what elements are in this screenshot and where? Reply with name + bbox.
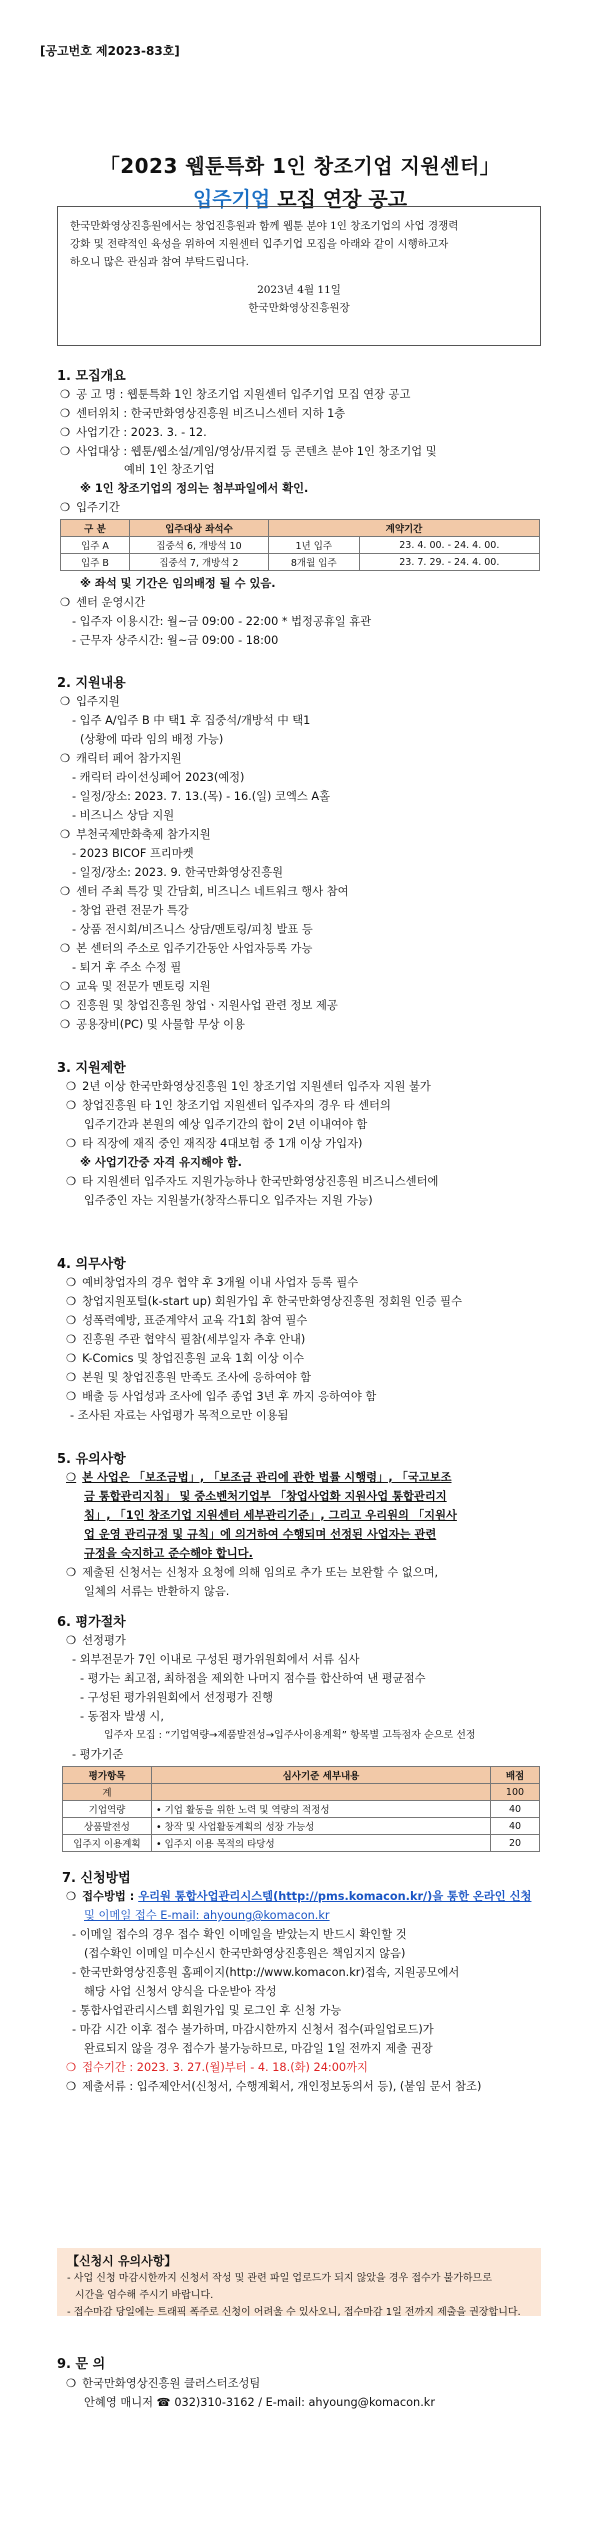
- criteria-th-item: 평가항목: [63, 1767, 152, 1784]
- s4-item: ❍ K-Comics 및 창업진흥원 교육 1회 이상 이수: [66, 1351, 304, 1367]
- table-row: [63, 1835, 540, 1852]
- criteria-cell: 입주지 이용계획: [63, 1835, 152, 1852]
- s3-item: ❍ 타 직장에 재직 중인 재직장 4대보험 중 1개 이상 가입자): [66, 1136, 362, 1152]
- table-row: [61, 554, 540, 571]
- s3-item: ❍ 타 지원센터 입주자도 지원가능하나 한국만화영상진흥원 비즈니스센터에: [66, 1174, 438, 1190]
- warning-box: [57, 2248, 541, 2316]
- section2-heading: 2. 지원내용: [57, 676, 126, 691]
- s1-note1: ※ 1인 창조기업의 정의는 첨부파일에서 확인.: [80, 482, 309, 495]
- s1-line4: ❍ 사업대상 : 웹툰/웹소설/게임/영상/뮤지컬 등 콘텐츠 분야 1인 창조기업 및: [60, 444, 437, 460]
- s1-line5: ❍ 입주기간: [60, 500, 120, 516]
- table-row: [61, 537, 540, 554]
- criteria-cell: 계: [63, 1784, 152, 1801]
- title-accent: 입주기업: [192, 187, 271, 211]
- notice-title: [0, 150, 600, 212]
- s7-line9: 완료되지 않을 경우 접수가 불가능하므로, 마감일 1일 전까지 제출 권장: [84, 2042, 433, 2055]
- s2-item: - 입주 A/입주 B 中 택1 후 집중석/개방석 中 택1: [72, 714, 311, 727]
- s2-item: - 상품 전시회/비즈니스 상담/멘토링/피칭 발표 등: [72, 923, 313, 936]
- period-cell: 8개월 입주: [269, 554, 360, 571]
- table-row: [63, 1784, 540, 1801]
- period-cell: 23. 4. 00. - 24. 4. 00.: [359, 537, 539, 554]
- period-cell: 입주 B: [61, 554, 130, 571]
- s5-line2: 금 통합관리지침」 및 중소벤처기업부 「창업사업화 지원사업 통합관리지: [84, 1490, 447, 1503]
- s7-documents: ❍ 제출서류 : 입주제안서(신청서, 수행계획서, 개인정보동의서 등), (붙임 문서 참조): [66, 2079, 481, 2095]
- criteria-th-score: 배점: [491, 1767, 540, 1784]
- s2-item: ❍ 교육 및 전문가 멘토링 지원: [60, 979, 211, 995]
- intro-para1: 한국만화영상진흥원에서는 창업진흥원과 함께 웹툰 분야 1인 창조기업의 사업 경쟁력: [70, 220, 459, 232]
- s5-line3: 침」, 「1인 창조기업 지원센터 세부관리기준」, 그리고 우리원의 「지원사: [84, 1509, 457, 1522]
- section1-heading: 1. 모집개요: [57, 369, 126, 384]
- intro-date: 2023년 4월 11일: [257, 284, 341, 296]
- s2-item: (상황에 따라 임의 배정 가능): [80, 733, 224, 746]
- s6-line3: - 평가는 최고점, 최하점을 제외한 나머지 점수를 합산하여 낸 평균점수: [80, 1672, 426, 1685]
- section6-heading: 6. 평가절차: [57, 1615, 126, 1630]
- title-rest: 모집 연장 공고: [270, 187, 408, 211]
- s4-item: ❍ 본원 및 창업진흥원 만족도 조사에 응하여야 함: [66, 1370, 311, 1386]
- section9-heading: 9. 문 의: [57, 2357, 106, 2372]
- s9-line1: ❍ 한국만화영상진흥원 클러스터조성팀: [66, 2376, 260, 2392]
- section4-heading: 4. 의무사항: [57, 1257, 126, 1272]
- criteria-cell: • 입주지 이용 목적의 타당성: [152, 1835, 491, 1852]
- section7-heading: 7. 신청방법: [62, 1871, 131, 1886]
- criteria-cell: 20: [491, 1835, 540, 1852]
- s3-item: 입주기간과 본원의 예상 입주기간의 합이 2년 이내여야 함: [84, 1118, 368, 1131]
- s6-line4: - 구성된 평가위원회에서 선정평가 진행: [80, 1691, 274, 1704]
- intro-para2: 강화 및 전략적인 육성을 위하여 지원센터 입주기업 모집을 아래와 같이 시행하고자: [70, 238, 449, 250]
- notice-number: [공고번호 제2023-83호]: [40, 44, 180, 58]
- s6-line7: - 평가기준: [72, 1748, 124, 1761]
- period-cell: 1년 입주: [269, 537, 360, 554]
- section3-heading: 3. 지원제한: [57, 1061, 126, 1076]
- period-th-seats: 입주대상 좌석수: [130, 520, 269, 537]
- s1-line3: ❍ 사업기간 : 2023. 3. - 12.: [60, 425, 207, 441]
- s3-item: ❍ 창업진흥원 타 1인 창조기업 지원센터 입주자의 경우 타 센터의: [66, 1098, 391, 1114]
- s2-item: ❍ 입주지원: [60, 694, 120, 710]
- s2-item: ❍ 부천국제만화축제 참가지원: [60, 827, 211, 843]
- s7-line8: - 마감 시간 이후 접수 불가하며, 마감시한까지 신청서 접수(파일업로드)가: [72, 2023, 434, 2036]
- s4-item: ❍ 성폭력예방, 표준계약서 교육 각1회 참여 필수: [66, 1313, 307, 1329]
- warning-title: 【신청시 유의사항】: [67, 2254, 177, 2268]
- s1-line6: ❍ 센터 운영시간: [60, 595, 145, 611]
- period-cell: 23. 7. 29. - 24. 4. 00.: [359, 554, 539, 571]
- s3-item: ❍ 2년 이상 한국만화영상진흥원 1인 창조기업 지원센터 입주자 지원 불가: [66, 1079, 431, 1095]
- intro-org: 한국만화영상진흥원장: [248, 302, 350, 314]
- s2-item: - 일정/장소: 2023. 7. 13.(목) - 16.(일) 코엑스 A홀: [72, 790, 331, 803]
- s7-line6: 해당 사업 신청서 양식을 다운받아 작성: [84, 1985, 277, 1998]
- s7-deadline: ❍ 접수기간 : 2023. 3. 27.(월)부터 - 4. 18.(화) 24:00까지: [66, 2060, 368, 2076]
- s7-line1: [66, 1889, 531, 1905]
- s2-item: - 비즈니스 상담 지원: [72, 809, 175, 822]
- s5-line4: 업 운영 관리규정 및 규칙」에 의거하여 수행되며 선정된 사업자는 관련: [84, 1528, 437, 1541]
- s9-line2: 안혜영 매니저 ☎ 032)310-3162 / E-mail: ahyoung@komacon.kr: [84, 2396, 435, 2409]
- warning-line1: - 사업 신청 마감시한까지 신청서 작성 및 관련 파일 업로드가 되지 않았을 경우 접수가 불가하므로: [67, 2273, 492, 2284]
- s5-line1: ❍ 본 사업은 「보조금법」, 「보조금 관리에 관한 법률 시행령」, 「국고보조: [66, 1470, 452, 1486]
- s7-line7: - 통합사업관리시스템 회원가입 및 로그인 후 신청 가능: [72, 2004, 342, 2017]
- warning-line3: - 접수마감 당일에는 트래픽 폭주로 신청이 어려울 수 있사오니, 접수마감 1일 전까지 제출을 권장합니다.: [67, 2307, 521, 2318]
- period-cell: 입주 A: [61, 537, 130, 554]
- criteria-th-detail: 심사기준 세부내용: [152, 1767, 491, 1784]
- criteria-cell: 상품발전성: [63, 1818, 152, 1835]
- s2-item: - 창업 관련 전문가 특강: [72, 904, 189, 917]
- s5-line7: 일체의 서류는 반환하지 않음.: [84, 1585, 230, 1598]
- s1-line6a: - 입주자 이용시간: 월~금 09:00 - 22:00 * 법정공휴일 휴관: [72, 615, 372, 628]
- s7-line4: (접수확인 이메일 미수신시 한국만화영상진흥원은 책임지지 않음): [84, 1947, 406, 1960]
- criteria-cell: 40: [491, 1801, 540, 1818]
- s7-line1-label: 접수방법 :: [82, 1890, 139, 1903]
- criteria-cell: 40: [491, 1818, 540, 1835]
- criteria-cell: 기업역량: [63, 1801, 152, 1818]
- period-th-contract: 계약기간: [269, 520, 540, 537]
- table-row: [63, 1801, 540, 1818]
- s2-item: - 2023 BICOF 프리마켓: [72, 847, 194, 860]
- period-cell: 집중석 7, 개방석 2: [130, 554, 269, 571]
- table-row: [63, 1818, 540, 1835]
- s4-item: ❍ 예비창업자의 경우 협약 후 3개월 이내 사업자 등록 필수: [66, 1275, 358, 1291]
- s3-item: 입주중인 자는 지원불가(창작스튜디오 입주자는 지원 가능): [84, 1194, 373, 1207]
- period-cell: 집중석 6, 개방석 10: [130, 537, 269, 554]
- s7-line5: - 한국만화영상진흥원 홈페이지(http://www.komacon.kr)접속, 지원공모에서: [72, 1966, 460, 1979]
- s5-line6: ❍ 제출된 신청서는 신청자 요청에 의해 임의로 추가 또는 보완할 수 없으며,: [66, 1565, 438, 1581]
- period-table: [60, 519, 540, 571]
- period-th-type: 구 분: [61, 520, 130, 537]
- s2-item: - 퇴거 후 주소 수정 필: [72, 961, 182, 974]
- s6-line6: 입주자 모집 : “기업역량→제품발전성→입주사이용계획” 항목별 고득점자 순으로 선정: [104, 1730, 476, 1741]
- s6-line5: - 동점자 발생 시,: [80, 1710, 164, 1723]
- s1-line6b: - 근무자 상주시간: 월~금 09:00 - 18:00: [72, 634, 279, 647]
- criteria-table: [62, 1766, 540, 1852]
- s2-item: ❍ 캐릭터 페어 참가지원: [60, 751, 182, 767]
- s1-line2: ❍ 센터위치 : 한국만화영상진흥원 비즈니스센터 지하 1층: [60, 406, 345, 422]
- s4-item: ❍ 진흥원 주관 협약식 필참(세부일자 추후 안내): [66, 1332, 305, 1348]
- s2-item: - 일정/장소: 2023. 9. 한국만화영상진흥원: [72, 866, 284, 879]
- criteria-cell: 100: [491, 1784, 540, 1801]
- s4-item: ❍ 배출 등 사업성과 조사에 입주 종업 3년 후 까지 응하여야 함: [66, 1389, 376, 1405]
- criteria-cell: [152, 1784, 491, 1801]
- email-link[interactable]: 및 이메일 접수 E-mail: ahyoung@komacon.kr: [84, 1909, 330, 1922]
- title-line1: 「2023 웹툰특화 1인 창조기업 지원센터」: [99, 154, 501, 178]
- warning-line2: 시간을 엄수해 주시기 바랍니다.: [75, 2290, 214, 2301]
- s4-item: - 조사된 자료는 사업평가 목적으로만 이용됨: [70, 1409, 289, 1422]
- criteria-cell: • 기업 활동을 위한 노력 및 역량의 적정성: [152, 1801, 491, 1818]
- section5-heading: 5. 유의사항: [57, 1452, 126, 1467]
- s4-item: ❍ 창업지원포털(k-start up) 회원가입 후 한국만화영상진흥원 정회원 인증 필수: [66, 1294, 462, 1310]
- s2-item: ❍ 진흥원 및 창업진흥원 창업ㆍ지원사업 관련 정보 제공: [60, 998, 338, 1014]
- criteria-cell: • 창작 및 사업활동계획의 성장 가능성: [152, 1818, 491, 1835]
- s6-line1: ❍ 선정평가: [66, 1633, 126, 1649]
- s5-line5: 규정을 숙지하고 준수해야 합니다.: [84, 1547, 253, 1560]
- pms-link[interactable]: 우리원 통합사업관리시스템(http://pms.komacon.kr/)을 통한 온라인 신청: [138, 1890, 532, 1903]
- s1-line4b: 예비 1인 창조기업: [124, 463, 215, 476]
- s2-item: ❍ 본 센터의 주소로 입주기간동안 사업자등록 가능: [60, 941, 312, 957]
- intro-box: [57, 206, 541, 346]
- intro-para3: 하오니 많은 관심과 참여 부탁드립니다.: [70, 256, 249, 268]
- s2-item: - 캐릭터 라이선싱페어 2023(예정): [72, 771, 245, 784]
- s1-note2: ※ 좌석 및 기간은 임의배정 될 수 있음.: [80, 577, 276, 590]
- s6-line2: - 외부전문가 7인 이내로 구성된 평가위원회에서 서류 심사: [72, 1653, 360, 1666]
- s7-line3: - 이메일 접수의 경우 접수 확인 이메일을 받았는지 반드시 확인할 것: [72, 1928, 407, 1941]
- s2-item: ❍ 공용장비(PC) 및 사물함 무상 이용: [60, 1017, 245, 1033]
- s3-item: ※ 사업기간중 자격 유지해야 함.: [80, 1156, 242, 1169]
- s1-line1: ❍ 공 고 명 : 웹툰특화 1인 창조기업 지원센터 입주기업 모집 연장 공고: [60, 387, 410, 403]
- s2-item: ❍ 센터 주최 특강 및 간담회, 비즈니스 네트워크 행사 참여: [60, 884, 349, 900]
